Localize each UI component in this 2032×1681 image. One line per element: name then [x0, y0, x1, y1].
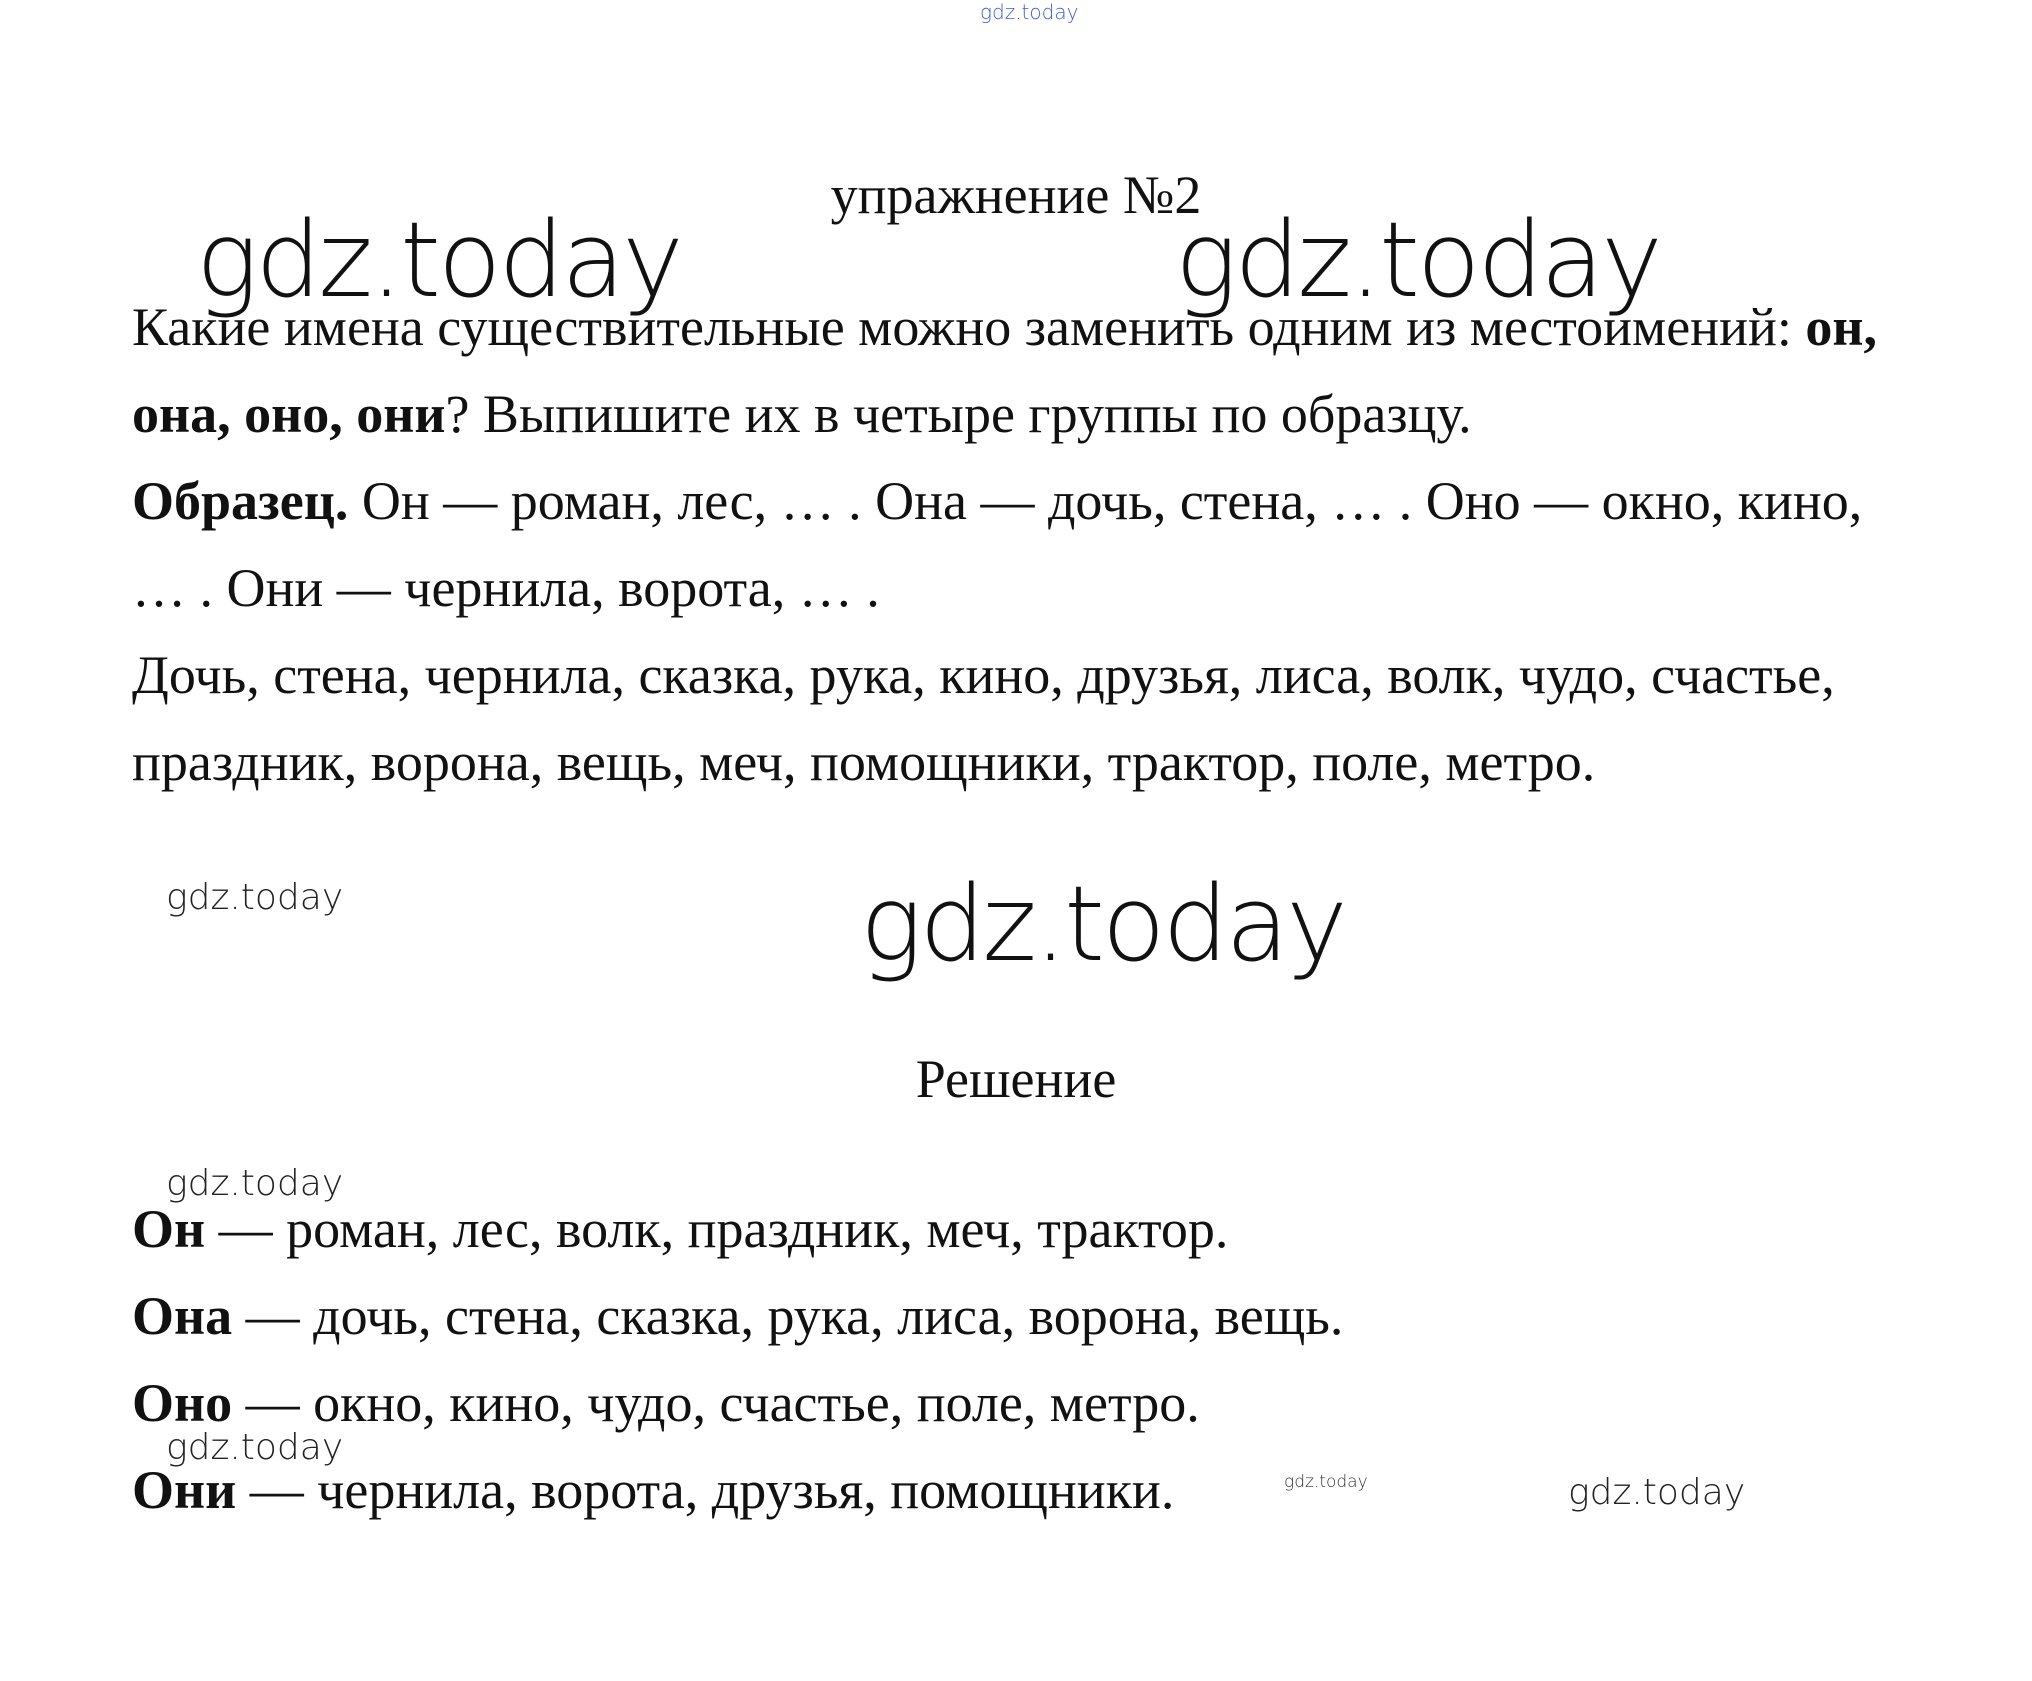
pronoun-label: Оно [132, 1373, 233, 1433]
pronoun-label: Он [132, 1199, 206, 1259]
exercise-words: Дочь, стена, чернила, сказка, рука, кино, друзья, лиса, волк, чудо, счастье, праздник, ворона, вещь, меч, помощники, трактор, поле, метро. [132, 645, 1835, 792]
sample-text: Он — роман, лес, … . Она — дочь, стена, … . Оно — окно, кино, … . Они — чернила, ворота, … . [132, 471, 1863, 618]
pronoun-label: Она [132, 1286, 233, 1346]
watermark-top: gdz.today [980, 0, 1079, 24]
answer-words: — дочь, стена, сказка, рука, лиса, ворона, вещь. [232, 1286, 1344, 1346]
question-text-start: Какие имена существительные можно заменить одним из местоимений: [132, 297, 1806, 357]
exercise-title: упражнение №2 [830, 165, 1202, 225]
watermark-small: gdz.today [1568, 1472, 1746, 1513]
watermark-large: gdz.today [196, 199, 681, 321]
answer-words: — чернила, ворота, друзья, помощники. [236, 1460, 1175, 1520]
watermark-small: gdz.today [166, 1163, 344, 1204]
exercise-sample [132, 458, 1912, 632]
pronoun-label: Они [132, 1460, 237, 1520]
watermark-large: gdz.today [1175, 199, 1660, 321]
watermark-large: gdz.today [860, 863, 1345, 985]
exercise-task [132, 284, 1912, 806]
answer-row-ono [132, 1360, 1912, 1447]
sample-label: Образец. [132, 471, 349, 531]
answer-words: — роман, лес, волк, праздник, меч, трактор. [205, 1199, 1229, 1259]
watermark-small: gdz.today [166, 1427, 344, 1468]
solution-title: Решение [915, 1049, 1117, 1109]
question-text-end: ? Выпишите их в четыре группы по образцу. [445, 384, 1472, 444]
answer-row-ona [132, 1273, 1912, 1360]
answer-words: — окно, кино, чудо, счастье, поле, метро. [232, 1373, 1200, 1433]
answer-row-on [132, 1186, 1912, 1273]
watermark-tiny: gdz.today [1284, 1472, 1368, 1492]
pronouns-list: он, она, оно, они [132, 297, 1877, 444]
watermark-small: gdz.today [166, 877, 344, 918]
